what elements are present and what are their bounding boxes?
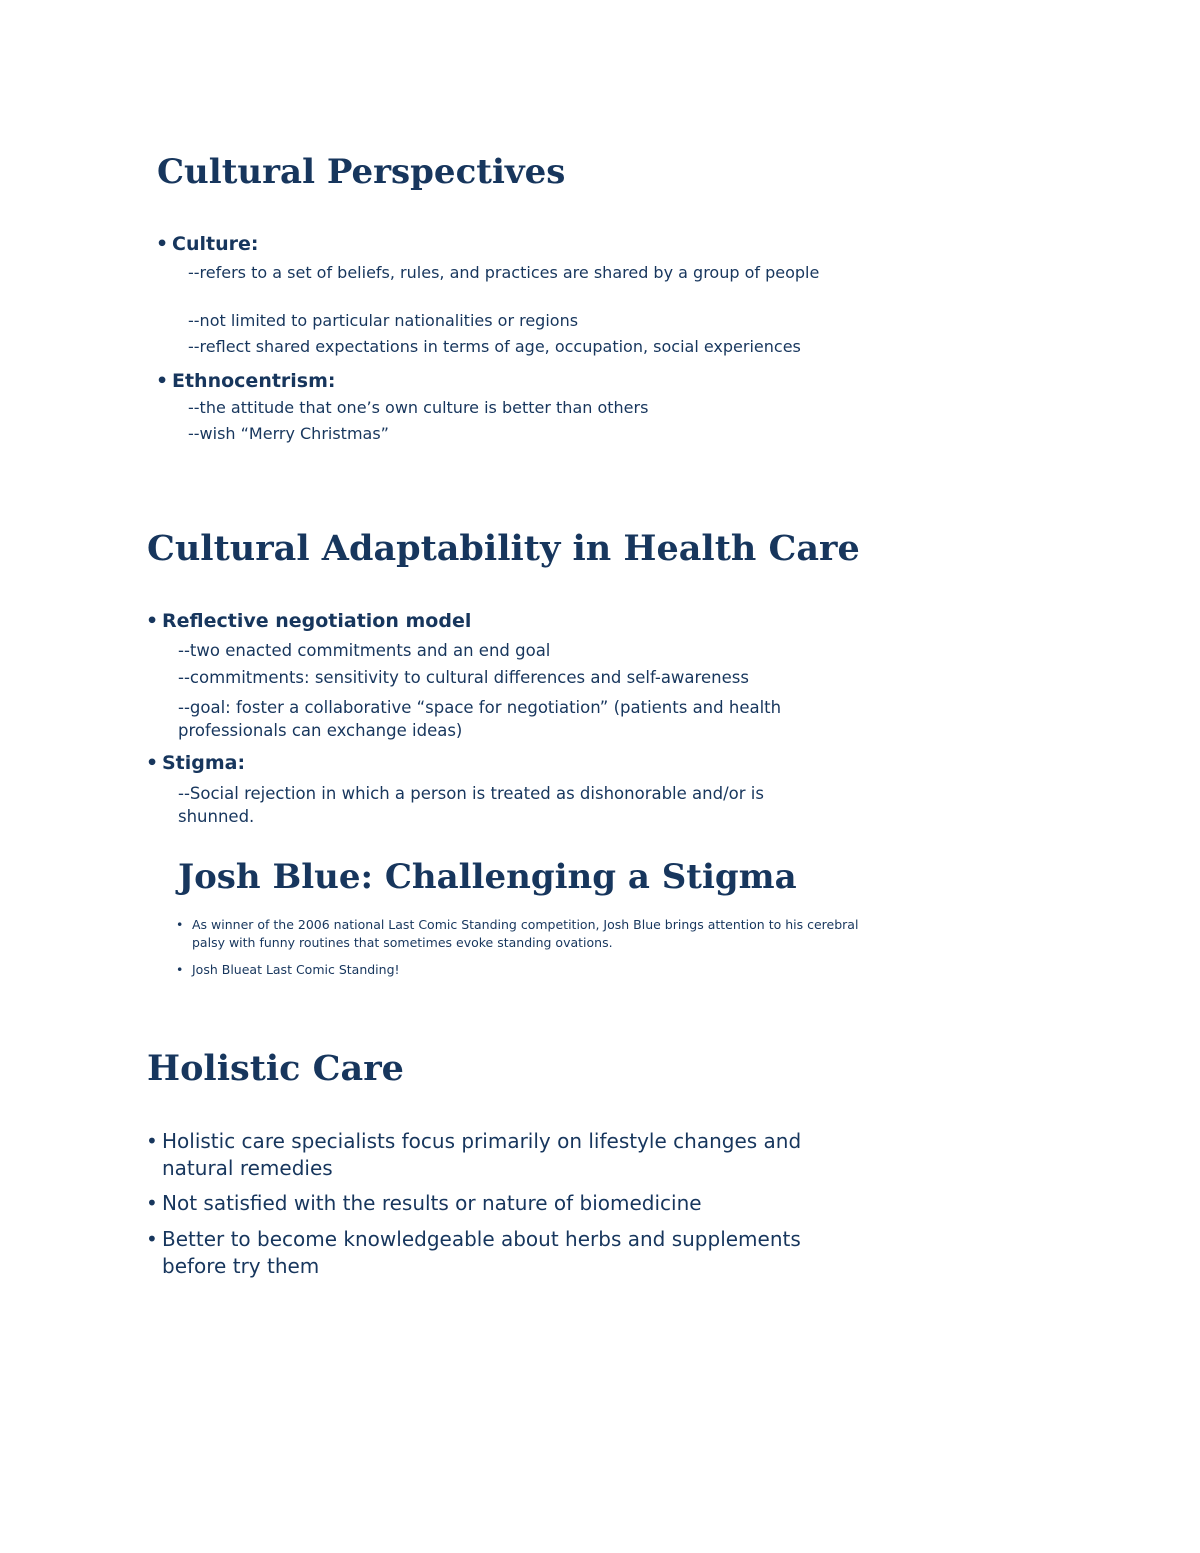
bullet-label: Reflective negotiation model bbox=[162, 610, 472, 632]
bullet-dot-icon: • bbox=[146, 1227, 158, 1251]
slide-title-josh-blue: Josh Blue: Challenging a Stigma bbox=[178, 857, 797, 897]
bullet-text: Josh Blueat Last Comic Standing! bbox=[192, 962, 400, 977]
bullet-label: Culture: bbox=[172, 233, 259, 255]
bullet-text: Holistic care specialists focus primarily on lifestyle changes and natural remedies bbox=[162, 1129, 802, 1180]
bullet-josh-blue-link bbox=[176, 962, 400, 977]
sub-line: --goal: foster a collaborative “space for negotiation” (patients and health professionals can exchange ideas) bbox=[178, 698, 782, 740]
sub-line: --refers to a set of beliefs, rules, and practices are shared by a group of people bbox=[188, 263, 820, 282]
bullet-herbs-supplements bbox=[146, 1226, 822, 1280]
bullet-label: Stigma: bbox=[162, 752, 246, 774]
bullet-dot-icon: • bbox=[146, 752, 159, 774]
slide-title-cultural-adaptability: Cultural Adaptability in Health Care bbox=[147, 528, 860, 569]
slide-title-cultural-perspectives: Cultural Perspectives bbox=[157, 152, 566, 192]
bullet-dot-icon: • bbox=[176, 962, 184, 977]
bullet-stigma bbox=[146, 752, 245, 774]
bullet-label: Ethnocentrism: bbox=[172, 370, 336, 392]
bullet-dot-icon: • bbox=[146, 1129, 158, 1153]
sub-line: --not limited to particular nationalities or regions bbox=[188, 311, 579, 330]
bullet-josh-blue-winner bbox=[176, 916, 876, 952]
sub-line: --commitments: sensitivity to cultural differences and self-awareness bbox=[178, 668, 749, 687]
bullet-dot-icon: • bbox=[156, 370, 169, 392]
sub-line: --two enacted commitments and an end goal bbox=[178, 641, 551, 660]
bullet-text: As winner of the 2006 national Last Comic Standing competition, Josh Blue brings attention to his cerebral palsy with funny routines that sometimes evoke standing ovations. bbox=[192, 917, 859, 950]
bullet-culture bbox=[156, 233, 258, 255]
bullet-dot-icon: • bbox=[156, 233, 169, 255]
sub-line: --Social rejection in which a person is treated as dishonorable and/or is shunned. bbox=[178, 784, 764, 826]
bullet-ethnocentrism bbox=[156, 370, 336, 392]
sub-line: --the attitude that one’s own culture is better than others bbox=[188, 398, 649, 417]
bullet-text: Better to become knowledgeable about herbs and supplements before try them bbox=[162, 1227, 801, 1278]
bullet-not-satisfied bbox=[146, 1190, 822, 1217]
bullet-dot-icon: • bbox=[146, 610, 159, 632]
bullet-text: Not satisfied with the results or nature of biomedicine bbox=[162, 1191, 702, 1215]
bullet-dot-icon: • bbox=[176, 917, 184, 932]
sub-line: --wish “Merry Christmas” bbox=[188, 424, 389, 443]
bullet-reflective-negotiation-model bbox=[146, 610, 471, 632]
slide-title-holistic-care: Holistic Care bbox=[147, 1048, 404, 1089]
sub-line: --reflect shared expectations in terms of age, occupation, social experiences bbox=[188, 337, 801, 356]
bullet-dot-icon: • bbox=[146, 1191, 158, 1215]
bullet-holistic-specialists bbox=[146, 1128, 822, 1182]
